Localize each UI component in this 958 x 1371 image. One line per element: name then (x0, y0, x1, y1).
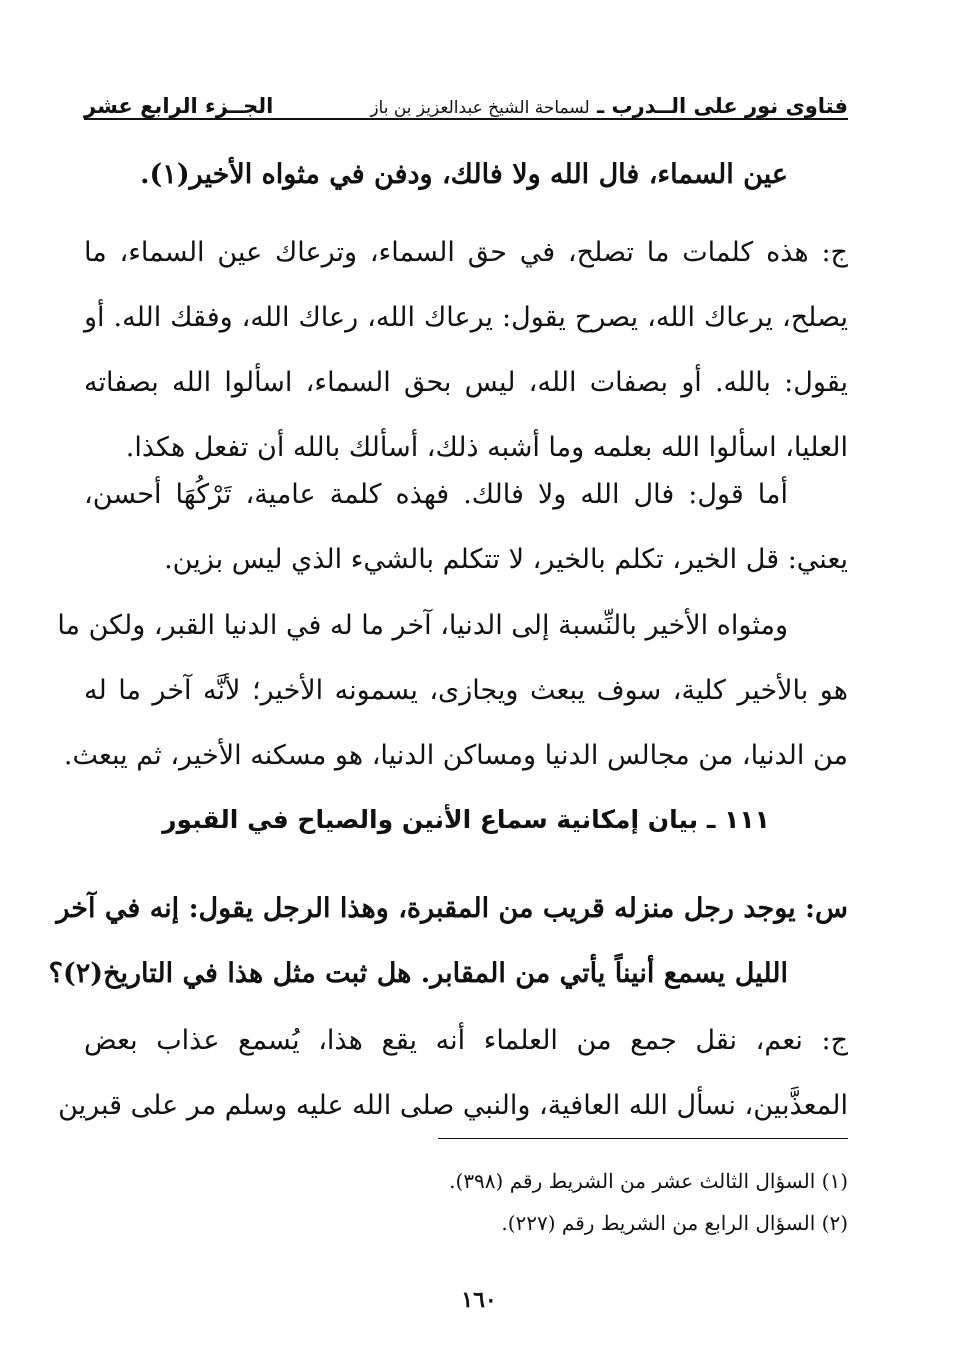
answer-paragraph-4 (58, 1008, 848, 1138)
text-line: س: يوجد رجل منزله قريب من المقبرة، وهذا الرجل يقول: إنه في آخر (56, 893, 848, 924)
text-line: الليل يسمع أنيناً يأتي من المقابر. هل ثبت مثل هذا في التاريخ(٢)؟ (48, 958, 788, 989)
text-line: ج: هذه كلمات ما تصلح، في حق السماء، وترعاك عين السماء، ما (84, 237, 848, 268)
footnotes (84, 1160, 848, 1244)
text-line: هو بالأخير كلية، سوف يبعث ويجازى، يسمونه الأخير؛ لأنَّه آخر ما له (84, 675, 848, 706)
answer-paragraph-1 (84, 220, 848, 480)
answer-paragraph-3 (57, 593, 848, 788)
header-book-title (370, 94, 848, 118)
text-line: يعني: قل الخير، تكلم بالخير، لا تتكلم بالشيء الذي ليس بزين. (164, 544, 848, 575)
page-number: ١٦٠ (461, 1287, 497, 1313)
footnote-2: (٢) السؤال الرابع من الشريط رقم (٢٢٧). (501, 1211, 848, 1235)
text-line: ومثواه الأخير بالنِّسبة إلى الدنيا، آخر ما له في الدنيا القبر، ولكن ما (57, 610, 788, 641)
author-name: لسماحة الشيخ عبدالعزيز بن باز (370, 98, 590, 118)
text-line: يصلح، يرعاك الله، يصرح يقول: يرعاك الله، رعاك الله، وفقك الله. أو (84, 302, 848, 333)
answer-paragraph-2 (84, 462, 848, 592)
section-title: ١١١ ـ بيان إمكانية سماع الأنين والصياح في القبور (162, 805, 770, 834)
text-line: عين السماء، فال الله ولا فالك، ودفن في مثواه الأخير(١). (140, 159, 788, 190)
text-line: المعذَّبين، نسأل الله العافية، والنبي صلى الله عليه وسلم مر على قبرين (58, 1090, 848, 1121)
text-line: أما قول: فال الله ولا فالك. فهذه كلمة عامية، تَرْكُهَا أحسن، (84, 479, 788, 510)
question-tail (84, 142, 848, 207)
text-line: من الدنيا، من مجالس الدنيا ومساكن الدنيا، هو مسكنه الأخير، ثم يبعث. (63, 740, 848, 771)
footnote-divider (438, 1138, 848, 1139)
text-line: يقول: بالله. أو بصفات الله، ليس بحق السماء، اسألوا الله بصفاته (84, 367, 848, 398)
running-header (84, 84, 848, 120)
text-line: ج: نعم، نقل جمع من العلماء أنه يقع هذا، يُسمع عذاب بعض (84, 1025, 848, 1056)
book-title: فتاوى نور على الــدرب ـ (597, 94, 848, 118)
footnote-1: (١) السؤال الثالث عشر من الشريط رقم (٣٩٨). (449, 1169, 848, 1193)
question-paragraph (48, 876, 848, 1006)
volume-part: الجــزء الرابع عشر (84, 94, 274, 118)
text-line: العليا، اسألوا الله بعلمه وما أشبه ذلك، أسألك بالله أن تفعل هكذا. (125, 432, 848, 463)
